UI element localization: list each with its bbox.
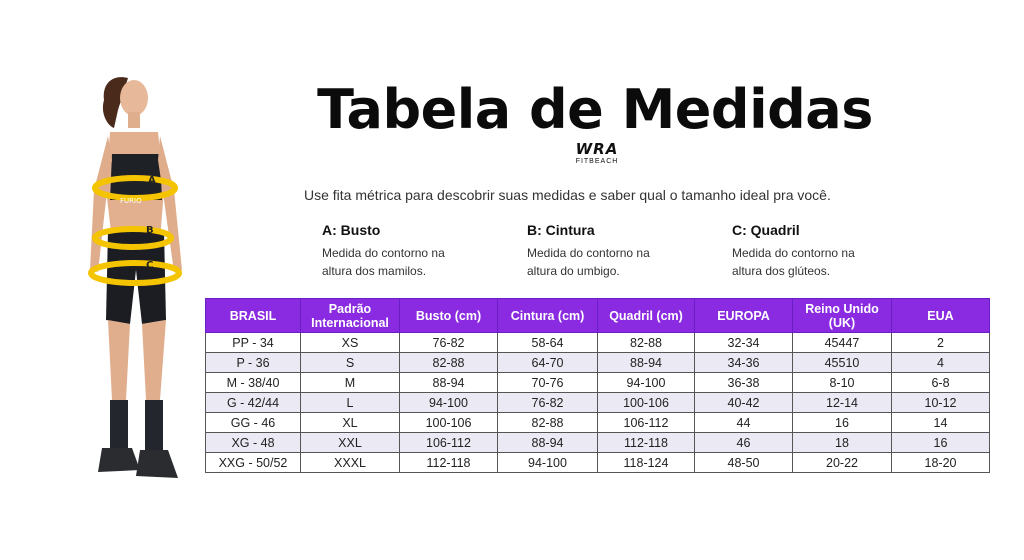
measure-heading: B: Cintura (527, 222, 595, 238)
table-cell: GG - 46 (206, 413, 301, 433)
table-cell: M - 38/40 (206, 373, 301, 393)
table-cell: 82-88 (598, 333, 695, 353)
table-row (206, 353, 990, 373)
measure-desc-line2: altura dos mamilos. (322, 264, 427, 278)
table-cell: 44 (695, 413, 793, 433)
table-cell: 118-124 (598, 453, 695, 473)
left-leg-shape (108, 320, 130, 400)
table-cell: 18-20 (892, 453, 990, 473)
header-cell: Busto (cm) (400, 299, 498, 333)
measure-quadril (732, 222, 912, 280)
table-cell: 106-112 (598, 413, 695, 433)
table-cell: 94-100 (400, 393, 498, 413)
measure-desc-line2: altura dos glúteos. (732, 264, 831, 278)
neck-shape (128, 112, 140, 128)
left-shoe-shape (98, 448, 140, 472)
table-cell: P - 36 (206, 353, 301, 373)
table-cell: 70-76 (498, 373, 598, 393)
table-cell: 46 (695, 433, 793, 453)
table-cell: PP - 34 (206, 333, 301, 353)
top-brand-text: FURIO (120, 197, 142, 205)
table-cell: 94-100 (598, 373, 695, 393)
table-cell: 48-50 (695, 453, 793, 473)
table-cell: 76-82 (498, 393, 598, 413)
table-cell: S (301, 353, 400, 373)
table-cell: 64-70 (498, 353, 598, 373)
table-cell: 14 (892, 413, 990, 433)
page-title: Tabela de Medidas (317, 78, 873, 141)
measure-heading: A: Busto (322, 222, 381, 238)
table-cell: 16 (793, 413, 892, 433)
header-cell: EUROPA (695, 299, 793, 333)
size-table (205, 298, 990, 473)
measure-cintura (527, 222, 707, 280)
model-figure (50, 70, 220, 490)
table-cell: 12-14 (793, 393, 892, 413)
table-cell: 4 (892, 353, 990, 373)
measure-desc-line1: Medida do contorno na (732, 246, 855, 260)
table-cell: 2 (892, 333, 990, 353)
table-row (206, 453, 990, 473)
table-cell: 76-82 (400, 333, 498, 353)
table-row (206, 393, 990, 413)
header-cell: Padrão Internacional (301, 299, 400, 333)
table-cell: XS (301, 333, 400, 353)
right-sock-shape (145, 400, 163, 450)
table-cell: XL (301, 413, 400, 433)
table-cell: 88-94 (498, 433, 598, 453)
logo-sub: FITBEACH (575, 158, 619, 165)
table-cell: 82-88 (498, 413, 598, 433)
table-cell: 10-12 (892, 393, 990, 413)
table-cell: 18 (793, 433, 892, 453)
label-a: A (148, 175, 156, 186)
table-cell: XXG - 50/52 (206, 453, 301, 473)
header-cell: Cintura (cm) (498, 299, 598, 333)
table-cell: 36-38 (695, 373, 793, 393)
logo-mark: WRA (575, 140, 619, 158)
table-cell: XG - 48 (206, 433, 301, 453)
header-cell: BRASIL (206, 299, 301, 333)
table-cell: 32-34 (695, 333, 793, 353)
table-cell: 20-22 (793, 453, 892, 473)
table-cell: 112-118 (400, 453, 498, 473)
table-row (206, 433, 990, 453)
table-cell: XXL (301, 433, 400, 453)
table-cell: 34-36 (695, 353, 793, 373)
table-cell: 112-118 (598, 433, 695, 453)
measure-busto (322, 222, 502, 280)
measure-desc-line2: altura do umbigo. (527, 264, 620, 278)
intro-text: Use fita métrica para descobrir suas medidas e saber qual o tamanho ideal pra você. (304, 187, 831, 203)
table-cell: 100-106 (400, 413, 498, 433)
brand-logo (571, 142, 623, 170)
table-cell: L (301, 393, 400, 413)
table-cell: 16 (892, 433, 990, 453)
table-cell: 6-8 (892, 373, 990, 393)
table-cell: 82-88 (400, 353, 498, 373)
table-cell: 106-112 (400, 433, 498, 453)
table-cell: 58-64 (498, 333, 598, 353)
table-cell: 88-94 (598, 353, 695, 373)
header-cell: EUA (892, 299, 990, 333)
table-cell: M (301, 373, 400, 393)
table-cell: XXXL (301, 453, 400, 473)
label-c: C (146, 260, 154, 271)
table-row (206, 413, 990, 433)
table-cell: 45447 (793, 333, 892, 353)
table-cell: 100-106 (598, 393, 695, 413)
table-cell: 8-10 (793, 373, 892, 393)
table-row (206, 333, 990, 353)
left-sock-shape (110, 400, 128, 450)
header-cell: Quadril (cm) (598, 299, 695, 333)
table-cell: 45510 (793, 353, 892, 373)
label-b: B (146, 225, 154, 236)
head-shape (120, 80, 148, 116)
table-cell: 40-42 (695, 393, 793, 413)
table-cell: G - 42/44 (206, 393, 301, 413)
measure-desc-line1: Medida do contorno na (527, 246, 650, 260)
measure-heading: C: Quadril (732, 222, 800, 238)
right-leg-shape (142, 320, 166, 400)
measure-desc-line1: Medida do contorno na (322, 246, 445, 260)
table-header-row (206, 299, 990, 333)
right-shoe-shape (136, 450, 178, 478)
table-cell: 94-100 (498, 453, 598, 473)
header-cell: Reino Unido (UK) (793, 299, 892, 333)
table-cell: 88-94 (400, 373, 498, 393)
table-row (206, 373, 990, 393)
